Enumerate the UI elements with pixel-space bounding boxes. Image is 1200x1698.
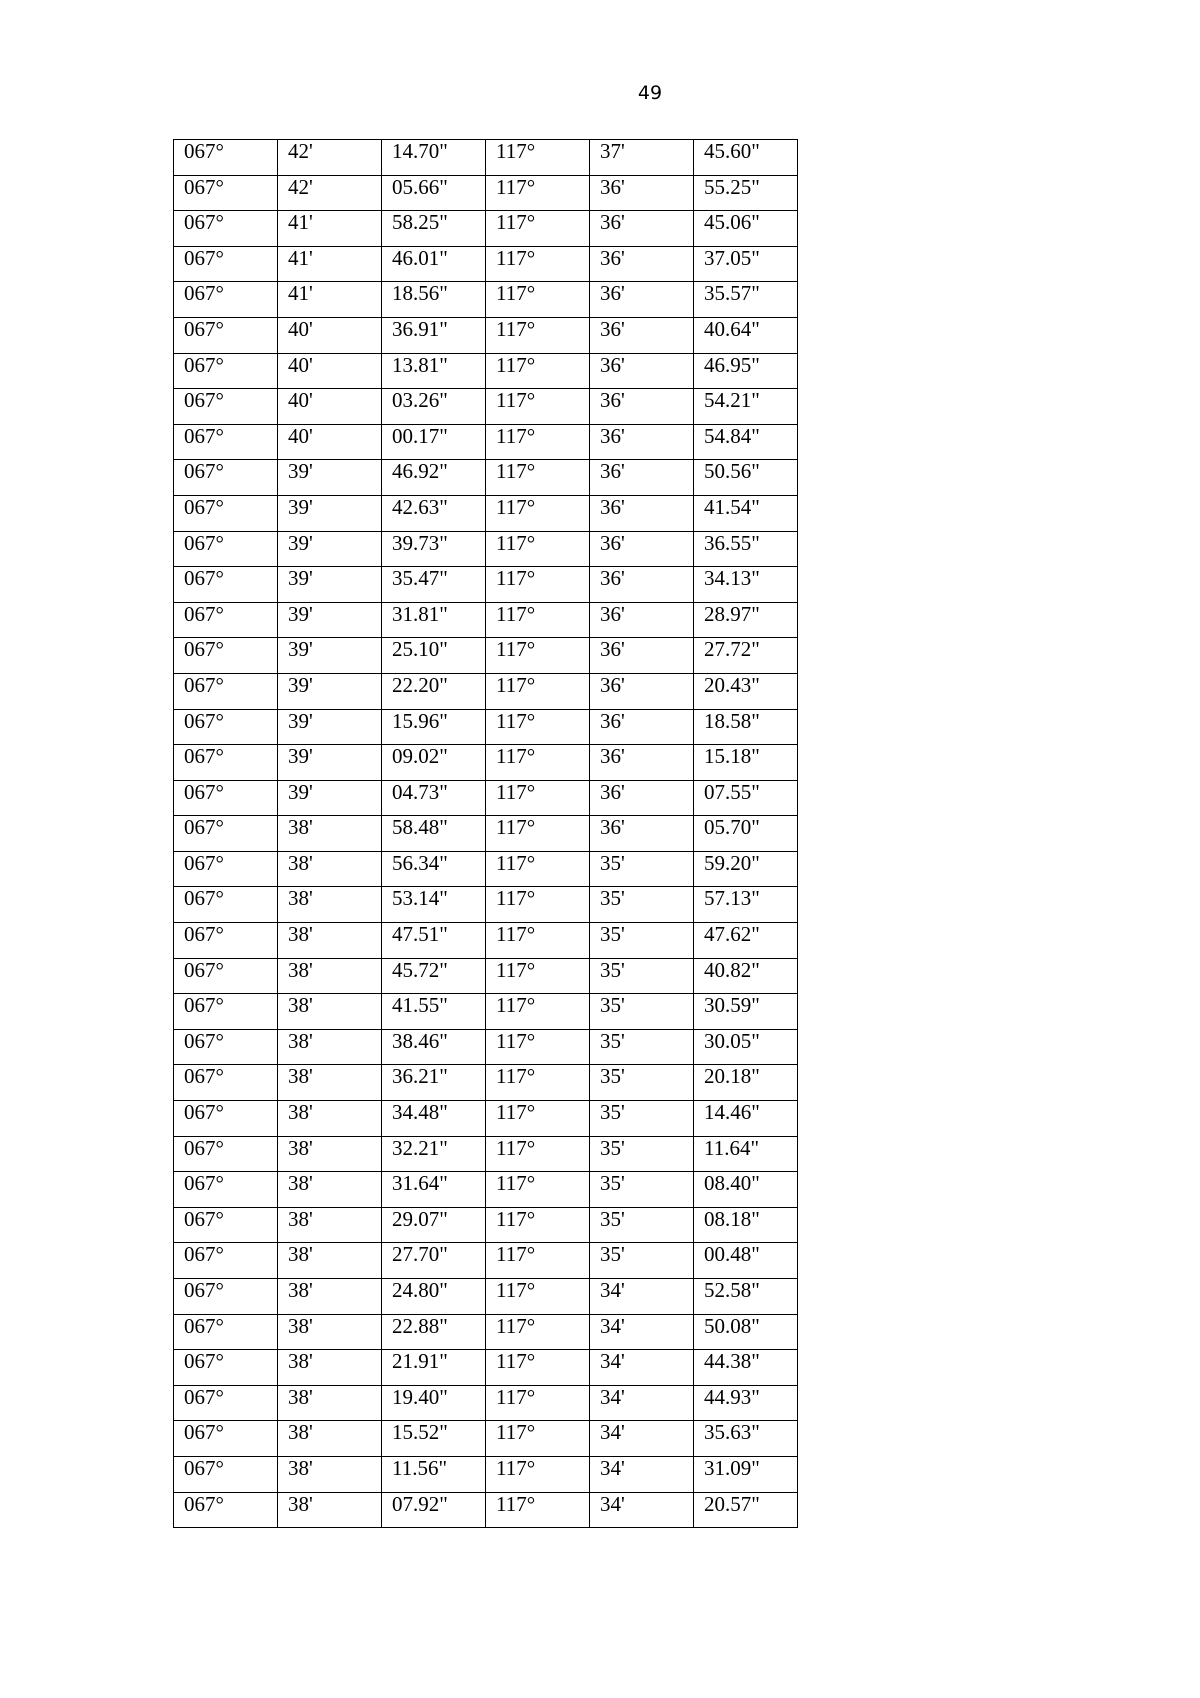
- table-row: [174, 1029, 798, 1065]
- cell-lat-degrees: 067°: [174, 1101, 278, 1137]
- cell-lon-degrees: 117°: [486, 175, 590, 211]
- cell-lon-minutes: 36': [590, 460, 694, 496]
- cell-lon-minutes: 36': [590, 602, 694, 638]
- cell-lat-seconds: 18.56": [382, 282, 486, 318]
- cell-lon-minutes: 36': [590, 816, 694, 852]
- table-row: [174, 211, 798, 247]
- cell-lat-minutes: 42': [278, 175, 382, 211]
- cell-lat-degrees: 067°: [174, 851, 278, 887]
- cell-lat-minutes: 38': [278, 1172, 382, 1208]
- table-row: [174, 282, 798, 318]
- cell-lat-minutes: 39': [278, 745, 382, 781]
- cell-lon-minutes: 36': [590, 389, 694, 425]
- cell-lat-degrees: 067°: [174, 780, 278, 816]
- cell-lon-minutes: 36': [590, 673, 694, 709]
- cell-lat-minutes: 38': [278, 958, 382, 994]
- cell-lon-seconds: 44.38": [694, 1350, 798, 1386]
- cell-lon-minutes: 34': [590, 1492, 694, 1528]
- cell-lon-minutes: 36': [590, 531, 694, 567]
- cell-lat-minutes: 38': [278, 1029, 382, 1065]
- cell-lat-minutes: 38': [278, 994, 382, 1030]
- cell-lon-seconds: 40.82": [694, 958, 798, 994]
- cell-lat-degrees: 067°: [174, 424, 278, 460]
- cell-lon-degrees: 117°: [486, 1456, 590, 1492]
- table-row: [174, 1350, 798, 1386]
- cell-lat-degrees: 067°: [174, 1456, 278, 1492]
- cell-lat-seconds: 13.81": [382, 353, 486, 389]
- cell-lon-minutes: 36': [590, 317, 694, 353]
- cell-lon-degrees: 117°: [486, 1385, 590, 1421]
- table-row: [174, 1456, 798, 1492]
- cell-lon-minutes: 35': [590, 1243, 694, 1279]
- cell-lat-degrees: 067°: [174, 1172, 278, 1208]
- cell-lat-minutes: 41': [278, 246, 382, 282]
- table-row: [174, 1207, 798, 1243]
- cell-lon-seconds: 30.59": [694, 994, 798, 1030]
- cell-lon-seconds: 55.25": [694, 175, 798, 211]
- cell-lon-minutes: 34': [590, 1421, 694, 1457]
- cell-lat-minutes: 39': [278, 567, 382, 603]
- cell-lon-minutes: 36': [590, 353, 694, 389]
- cell-lon-seconds: 40.64": [694, 317, 798, 353]
- cell-lat-seconds: 58.48": [382, 816, 486, 852]
- cell-lon-minutes: 36': [590, 567, 694, 603]
- table-row: [174, 745, 798, 781]
- cell-lon-degrees: 117°: [486, 673, 590, 709]
- cell-lon-seconds: 59.20": [694, 851, 798, 887]
- table-row: [174, 851, 798, 887]
- cell-lat-minutes: 38': [278, 1385, 382, 1421]
- cell-lon-seconds: 08.18": [694, 1207, 798, 1243]
- cell-lat-seconds: 46.92": [382, 460, 486, 496]
- cell-lon-seconds: 28.97": [694, 602, 798, 638]
- cell-lat-degrees: 067°: [174, 1279, 278, 1315]
- cell-lon-degrees: 117°: [486, 709, 590, 745]
- cell-lon-minutes: 34': [590, 1279, 694, 1315]
- cell-lat-seconds: 19.40": [382, 1385, 486, 1421]
- table-row: [174, 353, 798, 389]
- cell-lon-degrees: 117°: [486, 495, 590, 531]
- cell-lon-seconds: 45.06": [694, 211, 798, 247]
- cell-lon-degrees: 117°: [486, 780, 590, 816]
- cell-lon-degrees: 117°: [486, 1421, 590, 1457]
- cell-lon-degrees: 117°: [486, 994, 590, 1030]
- table-row: [174, 460, 798, 496]
- cell-lon-degrees: 117°: [486, 424, 590, 460]
- cell-lon-degrees: 117°: [486, 567, 590, 603]
- cell-lon-degrees: 117°: [486, 1350, 590, 1386]
- cell-lat-minutes: 38': [278, 1136, 382, 1172]
- cell-lat-seconds: 39.73": [382, 531, 486, 567]
- cell-lat-minutes: 39': [278, 460, 382, 496]
- cell-lon-minutes: 36': [590, 424, 694, 460]
- cell-lon-minutes: 35': [590, 1172, 694, 1208]
- cell-lon-seconds: 18.58": [694, 709, 798, 745]
- cell-lat-degrees: 067°: [174, 1350, 278, 1386]
- cell-lat-seconds: 11.56": [382, 1456, 486, 1492]
- cell-lon-seconds: 30.05": [694, 1029, 798, 1065]
- cell-lon-minutes: 35': [590, 1207, 694, 1243]
- cell-lon-minutes: 36': [590, 211, 694, 247]
- cell-lat-minutes: 40': [278, 317, 382, 353]
- cell-lat-minutes: 38': [278, 1101, 382, 1137]
- cell-lat-minutes: 38': [278, 1456, 382, 1492]
- cell-lat-degrees: 067°: [174, 567, 278, 603]
- cell-lon-degrees: 117°: [486, 140, 590, 176]
- cell-lat-minutes: 39': [278, 673, 382, 709]
- cell-lat-minutes: 38': [278, 1279, 382, 1315]
- cell-lat-degrees: 067°: [174, 1065, 278, 1101]
- cell-lat-minutes: 38': [278, 1492, 382, 1528]
- cell-lat-seconds: 47.51": [382, 923, 486, 959]
- table-row: [174, 140, 798, 176]
- cell-lat-seconds: 29.07": [382, 1207, 486, 1243]
- cell-lon-minutes: 36': [590, 709, 694, 745]
- cell-lon-degrees: 117°: [486, 460, 590, 496]
- cell-lon-seconds: 37.05": [694, 246, 798, 282]
- cell-lon-degrees: 117°: [486, 317, 590, 353]
- cell-lon-seconds: 00.48": [694, 1243, 798, 1279]
- cell-lat-seconds: 31.64": [382, 1172, 486, 1208]
- cell-lon-degrees: 117°: [486, 1492, 590, 1528]
- cell-lon-degrees: 117°: [486, 1172, 590, 1208]
- cell-lat-seconds: 15.52": [382, 1421, 486, 1457]
- coordinates-table: [173, 139, 798, 1528]
- cell-lat-seconds: 24.80": [382, 1279, 486, 1315]
- cell-lat-degrees: 067°: [174, 460, 278, 496]
- cell-lon-degrees: 117°: [486, 1065, 590, 1101]
- cell-lat-minutes: 38': [278, 1421, 382, 1457]
- cell-lon-minutes: 34': [590, 1385, 694, 1421]
- cell-lon-minutes: 34': [590, 1350, 694, 1386]
- cell-lon-minutes: 36': [590, 780, 694, 816]
- cell-lon-degrees: 117°: [486, 353, 590, 389]
- cell-lat-degrees: 067°: [174, 140, 278, 176]
- cell-lon-minutes: 35': [590, 994, 694, 1030]
- cell-lon-degrees: 117°: [486, 602, 590, 638]
- cell-lat-minutes: 38': [278, 1314, 382, 1350]
- cell-lat-minutes: 39': [278, 602, 382, 638]
- cell-lon-minutes: 36': [590, 745, 694, 781]
- table-row: [174, 1492, 798, 1528]
- cell-lat-degrees: 067°: [174, 887, 278, 923]
- cell-lat-degrees: 067°: [174, 282, 278, 318]
- cell-lon-seconds: 08.40": [694, 1172, 798, 1208]
- cell-lat-minutes: 38': [278, 1065, 382, 1101]
- cell-lon-seconds: 50.56": [694, 460, 798, 496]
- cell-lon-minutes: 36': [590, 495, 694, 531]
- cell-lon-minutes: 35': [590, 1029, 694, 1065]
- table-row: [174, 1385, 798, 1421]
- cell-lon-seconds: 05.70": [694, 816, 798, 852]
- cell-lat-degrees: 067°: [174, 958, 278, 994]
- cell-lon-degrees: 117°: [486, 1243, 590, 1279]
- cell-lat-seconds: 58.25": [382, 211, 486, 247]
- cell-lon-seconds: 20.57": [694, 1492, 798, 1528]
- table-row: [174, 424, 798, 460]
- cell-lon-minutes: 35': [590, 1065, 694, 1101]
- cell-lat-seconds: 31.81": [382, 602, 486, 638]
- cell-lon-degrees: 117°: [486, 531, 590, 567]
- table-row: [174, 709, 798, 745]
- cell-lat-seconds: 56.34": [382, 851, 486, 887]
- cell-lat-seconds: 34.48": [382, 1101, 486, 1137]
- cell-lat-degrees: 067°: [174, 353, 278, 389]
- table-row: [174, 531, 798, 567]
- cell-lat-seconds: 45.72": [382, 958, 486, 994]
- cell-lat-degrees: 067°: [174, 816, 278, 852]
- cell-lat-degrees: 067°: [174, 1207, 278, 1243]
- cell-lat-seconds: 41.55": [382, 994, 486, 1030]
- cell-lat-minutes: 38': [278, 1243, 382, 1279]
- cell-lat-seconds: 22.88": [382, 1314, 486, 1350]
- table-row: [174, 780, 798, 816]
- table-row: [174, 567, 798, 603]
- cell-lat-seconds: 09.02": [382, 745, 486, 781]
- cell-lon-seconds: 47.62": [694, 923, 798, 959]
- cell-lat-minutes: 41': [278, 282, 382, 318]
- cell-lon-seconds: 36.55": [694, 531, 798, 567]
- cell-lat-minutes: 39': [278, 531, 382, 567]
- cell-lat-seconds: 15.96": [382, 709, 486, 745]
- cell-lon-seconds: 34.13": [694, 567, 798, 603]
- table-row: [174, 495, 798, 531]
- cell-lat-degrees: 067°: [174, 745, 278, 781]
- cell-lat-degrees: 067°: [174, 1243, 278, 1279]
- cell-lat-minutes: 40': [278, 353, 382, 389]
- cell-lon-degrees: 117°: [486, 816, 590, 852]
- cell-lat-degrees: 067°: [174, 638, 278, 674]
- cell-lon-degrees: 117°: [486, 246, 590, 282]
- cell-lat-degrees: 067°: [174, 317, 278, 353]
- cell-lon-degrees: 117°: [486, 851, 590, 887]
- cell-lon-degrees: 117°: [486, 745, 590, 781]
- cell-lon-minutes: 36': [590, 175, 694, 211]
- cell-lon-minutes: 34': [590, 1456, 694, 1492]
- cell-lat-seconds: 32.21": [382, 1136, 486, 1172]
- cell-lat-minutes: 38': [278, 923, 382, 959]
- table-row: [174, 923, 798, 959]
- cell-lat-seconds: 07.92": [382, 1492, 486, 1528]
- cell-lon-minutes: 36': [590, 246, 694, 282]
- table-row: [174, 1314, 798, 1350]
- table-row: [174, 1421, 798, 1457]
- cell-lon-seconds: 50.08": [694, 1314, 798, 1350]
- cell-lon-seconds: 15.18": [694, 745, 798, 781]
- cell-lon-seconds: 27.72": [694, 638, 798, 674]
- cell-lat-seconds: 25.10": [382, 638, 486, 674]
- cell-lon-seconds: 35.63": [694, 1421, 798, 1457]
- cell-lon-minutes: 36': [590, 282, 694, 318]
- cell-lon-degrees: 117°: [486, 887, 590, 923]
- cell-lon-minutes: 35': [590, 1101, 694, 1137]
- cell-lon-minutes: 36': [590, 638, 694, 674]
- cell-lat-degrees: 067°: [174, 994, 278, 1030]
- cell-lon-minutes: 35': [590, 887, 694, 923]
- cell-lat-degrees: 067°: [174, 1029, 278, 1065]
- cell-lon-degrees: 117°: [486, 1279, 590, 1315]
- cell-lon-degrees: 117°: [486, 638, 590, 674]
- cell-lon-seconds: 52.58": [694, 1279, 798, 1315]
- cell-lon-seconds: 44.93": [694, 1385, 798, 1421]
- cell-lon-seconds: 11.64": [694, 1136, 798, 1172]
- cell-lat-seconds: 36.91": [382, 317, 486, 353]
- cell-lat-seconds: 27.70": [382, 1243, 486, 1279]
- cell-lon-seconds: 20.43": [694, 673, 798, 709]
- cell-lon-seconds: 14.46": [694, 1101, 798, 1137]
- table-row: [174, 887, 798, 923]
- cell-lat-minutes: 39': [278, 495, 382, 531]
- cell-lat-minutes: 38': [278, 1207, 382, 1243]
- table-row: [174, 175, 798, 211]
- cell-lat-degrees: 067°: [174, 1314, 278, 1350]
- table-row: [174, 1279, 798, 1315]
- cell-lon-degrees: 117°: [486, 211, 590, 247]
- cell-lat-minutes: 41': [278, 211, 382, 247]
- cell-lon-seconds: 45.60": [694, 140, 798, 176]
- cell-lon-degrees: 117°: [486, 1314, 590, 1350]
- cell-lat-degrees: 067°: [174, 531, 278, 567]
- table-row: [174, 1243, 798, 1279]
- cell-lat-minutes: 38': [278, 1350, 382, 1386]
- cell-lat-seconds: 22.20": [382, 673, 486, 709]
- cell-lon-seconds: 46.95": [694, 353, 798, 389]
- cell-lon-minutes: 34': [590, 1314, 694, 1350]
- table-row: [174, 638, 798, 674]
- cell-lat-degrees: 067°: [174, 1421, 278, 1457]
- table-row: [174, 317, 798, 353]
- table-row: [174, 673, 798, 709]
- cell-lat-seconds: 53.14": [382, 887, 486, 923]
- table-row: [174, 602, 798, 638]
- cell-lat-degrees: 067°: [174, 175, 278, 211]
- cell-lat-degrees: 067°: [174, 709, 278, 745]
- cell-lat-seconds: 42.63": [382, 495, 486, 531]
- cell-lon-degrees: 117°: [486, 1101, 590, 1137]
- cell-lon-seconds: 35.57": [694, 282, 798, 318]
- cell-lat-minutes: 39': [278, 709, 382, 745]
- cell-lon-seconds: 41.54": [694, 495, 798, 531]
- table-row: [174, 816, 798, 852]
- cell-lon-seconds: 31.09": [694, 1456, 798, 1492]
- cell-lat-seconds: 21.91": [382, 1350, 486, 1386]
- table-row: [174, 389, 798, 425]
- cell-lon-minutes: 37': [590, 140, 694, 176]
- cell-lat-degrees: 067°: [174, 923, 278, 959]
- cell-lon-seconds: 54.84": [694, 424, 798, 460]
- cell-lat-degrees: 067°: [174, 495, 278, 531]
- cell-lat-seconds: 46.01": [382, 246, 486, 282]
- cell-lon-degrees: 117°: [486, 1207, 590, 1243]
- cell-lat-seconds: 00.17": [382, 424, 486, 460]
- cell-lat-seconds: 36.21": [382, 1065, 486, 1101]
- cell-lat-degrees: 067°: [174, 1136, 278, 1172]
- cell-lon-minutes: 35': [590, 851, 694, 887]
- cell-lon-minutes: 35': [590, 923, 694, 959]
- cell-lat-degrees: 067°: [174, 673, 278, 709]
- table-row: [174, 1065, 798, 1101]
- cell-lon-seconds: 54.21": [694, 389, 798, 425]
- cell-lat-seconds: 05.66": [382, 175, 486, 211]
- table-row: [174, 1172, 798, 1208]
- table-row: [174, 994, 798, 1030]
- cell-lon-degrees: 117°: [486, 958, 590, 994]
- cell-lat-degrees: 067°: [174, 602, 278, 638]
- cell-lon-seconds: 07.55": [694, 780, 798, 816]
- cell-lon-minutes: 35': [590, 958, 694, 994]
- table-row: [174, 1136, 798, 1172]
- cell-lon-degrees: 117°: [486, 1029, 590, 1065]
- cell-lon-minutes: 35': [590, 1136, 694, 1172]
- cell-lat-seconds: 04.73": [382, 780, 486, 816]
- cell-lat-minutes: 40': [278, 424, 382, 460]
- cell-lon-degrees: 117°: [486, 1136, 590, 1172]
- cell-lat-minutes: 39': [278, 638, 382, 674]
- table-row: [174, 1101, 798, 1137]
- cell-lat-seconds: 14.70": [382, 140, 486, 176]
- cell-lon-degrees: 117°: [486, 282, 590, 318]
- cell-lat-minutes: 38': [278, 887, 382, 923]
- table-row: [174, 958, 798, 994]
- cell-lat-degrees: 067°: [174, 246, 278, 282]
- cell-lat-seconds: 38.46": [382, 1029, 486, 1065]
- cell-lon-seconds: 57.13": [694, 887, 798, 923]
- cell-lat-minutes: 38': [278, 816, 382, 852]
- page-number: 49: [637, 82, 663, 104]
- cell-lat-minutes: 39': [278, 780, 382, 816]
- cell-lon-degrees: 117°: [486, 923, 590, 959]
- cell-lon-seconds: 20.18": [694, 1065, 798, 1101]
- table-row: [174, 246, 798, 282]
- cell-lat-seconds: 03.26": [382, 389, 486, 425]
- cell-lat-degrees: 067°: [174, 389, 278, 425]
- cell-lat-minutes: 40': [278, 389, 382, 425]
- coordinates-table-body: [174, 140, 798, 1528]
- cell-lat-minutes: 42': [278, 140, 382, 176]
- cell-lat-degrees: 067°: [174, 1385, 278, 1421]
- cell-lon-degrees: 117°: [486, 389, 590, 425]
- cell-lat-minutes: 38': [278, 851, 382, 887]
- cell-lat-seconds: 35.47": [382, 567, 486, 603]
- cell-lat-degrees: 067°: [174, 1492, 278, 1528]
- cell-lat-degrees: 067°: [174, 211, 278, 247]
